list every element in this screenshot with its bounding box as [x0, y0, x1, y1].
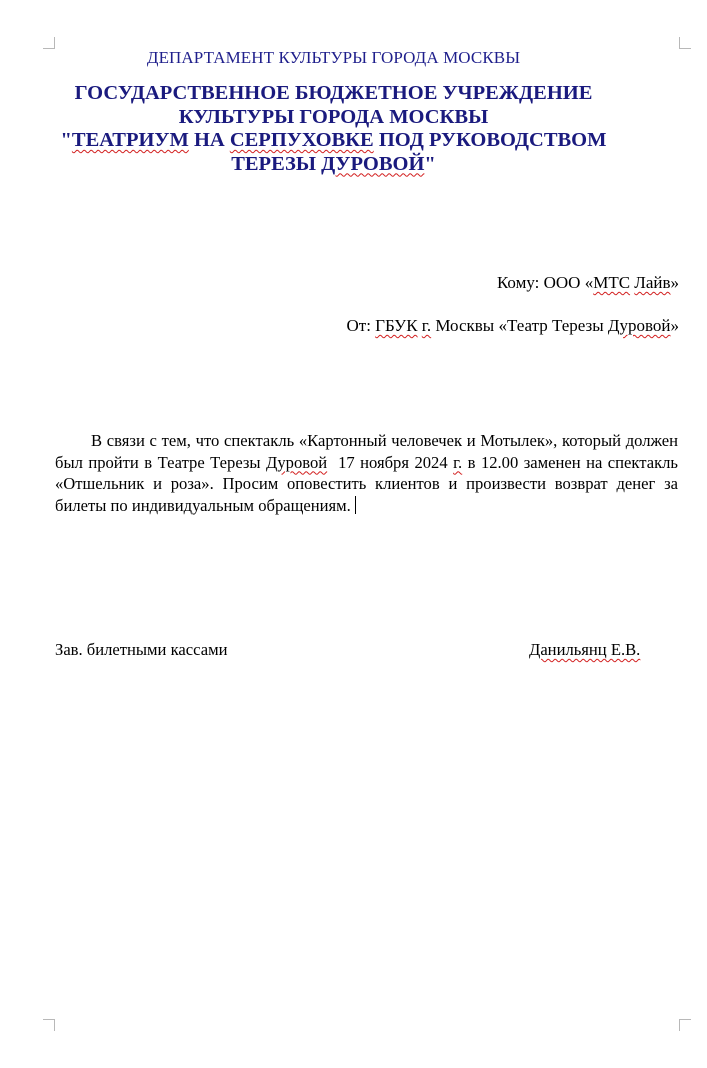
sender-word-g: г.: [421, 316, 432, 335]
org-title-line-2: КУЛЬТУРЫ ГОРОДА МОСКВЫ: [178, 105, 489, 128]
org-title-text: ТЕРЕЗЫ: [231, 152, 322, 175]
org-title-word-durovoy: ДУРОВОЙ: [321, 152, 425, 175]
page-corner-mark-top-right: [679, 37, 691, 49]
body-text: 17 ноября 2024: [327, 452, 454, 472]
recipient-word-live: Лайв: [634, 273, 671, 292]
text-cursor: [355, 496, 356, 514]
body-word-durovoy: Дуровой: [266, 452, 328, 472]
page-corner-mark-bottom-right: [679, 1019, 691, 1031]
department-heading: ДЕПАРТАМЕНТ КУЛЬТУРЫ ГОРОДА МОСКВЫ: [146, 48, 521, 67]
body-text: В связи с тем, что спектакль «Картонный человечек и Мотылек», который должен был пройти в Театре Терезы: [55, 431, 678, 472]
sender-text: Москвы «Театр Терезы: [431, 316, 608, 335]
recipient-text: Кому: ООО «: [496, 273, 594, 292]
letter-body-paragraph[interactable]: [55, 430, 678, 516]
recipient-text: »: [670, 273, 679, 292]
sender-line: [346, 316, 679, 336]
sender-word-gbuk: ГБУК: [375, 316, 418, 335]
signature-position: Зав. билетными кассами: [55, 640, 228, 659]
body-text: в 12.00 заменен на спектакль «Отшельник и роза». Просим оповестить клиентов и произвести возврат денег за билеты по индивидуальным обращениям.: [55, 452, 678, 515]
recipient-word-mts: МТС: [593, 273, 631, 292]
signature-name: Данильянц Е.В.: [529, 640, 641, 659]
org-title-quote-open: ": [60, 129, 72, 151]
body-word-g: г.: [453, 452, 463, 472]
recipient-line: [497, 273, 679, 293]
page-corner-mark-bottom-left: [43, 1019, 55, 1031]
org-title-line-3: [0, 129, 667, 153]
org-title-text: НА: [188, 129, 230, 151]
sender-word-durovoy: Дуровой: [607, 316, 671, 335]
org-title-line-4: [0, 153, 667, 177]
sender-text: От:: [346, 316, 376, 335]
org-title-word-serpukhovke: СЕРПУХОВКЕ: [229, 129, 374, 151]
org-title-text: ПОД РУКОВОДСТВОМ: [373, 129, 607, 151]
organization-title: [0, 82, 667, 176]
org-title-line-1: ГОСУДАРСТВЕННОЕ БЮДЖЕТНОЕ УЧРЕЖДЕНИЕ: [74, 82, 593, 104]
sender-text: »: [670, 316, 679, 335]
org-title-word-teatrium: ТЕАТРИУМ: [71, 129, 189, 151]
org-title-quote-close: ": [424, 152, 436, 175]
